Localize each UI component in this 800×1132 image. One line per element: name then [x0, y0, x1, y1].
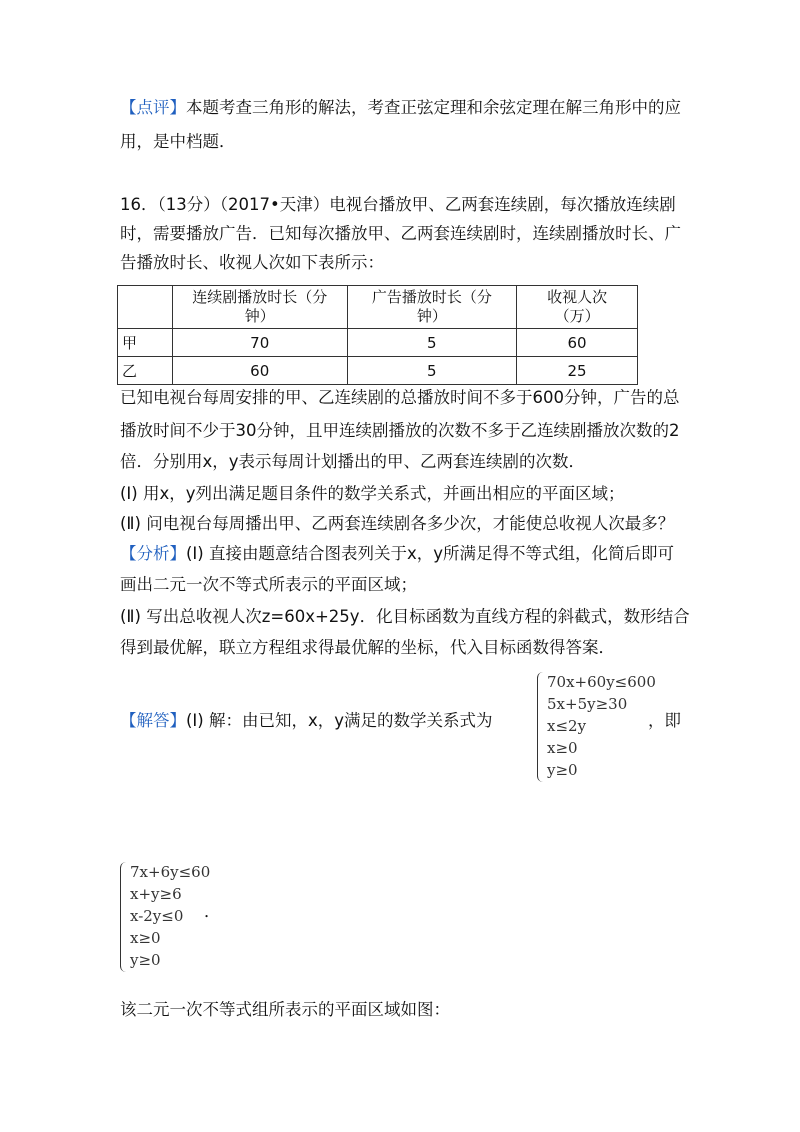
- table-cell: 25: [517, 357, 638, 385]
- inequality-system-2: [120, 862, 240, 974]
- solution-text: (Ⅰ) 解：由已知，x，y满足的数学关系式为: [186, 711, 493, 730]
- conditions-line-3: 倍．分别用x，y表示每周计划播出的甲、乙两套连续剧的次数．: [120, 452, 586, 471]
- brace-icon: [537, 672, 544, 782]
- table-cell: 甲: [118, 329, 173, 357]
- table-row: [118, 357, 638, 385]
- table-cell: 60: [517, 329, 638, 357]
- table-header-row: [118, 286, 638, 329]
- inequality: x≥0: [130, 929, 161, 947]
- analysis-line-3: (Ⅱ) 写出总收视人次z=60x+25y．化目标函数为直线方程的斜截式，数形结合: [120, 607, 690, 626]
- inequality: x+y≥6: [130, 885, 182, 903]
- table-header-cell: 广告播放时长（分 钟）: [347, 286, 517, 329]
- system2-end: ．: [204, 902, 221, 921]
- table-header-cell: [118, 286, 173, 329]
- table-header-cell: 收视人次 （万）: [517, 286, 638, 329]
- analysis-line-1: [120, 542, 674, 566]
- problem-line-1: 16．（13分）（2017•天津）电视台播放甲、乙两套连续剧，每次播放连续剧: [120, 195, 676, 214]
- inequality: x≥0: [547, 739, 578, 757]
- table-cell: 60: [172, 357, 347, 385]
- inequality: 7x+6y≤60: [130, 863, 211, 881]
- table-row: [118, 329, 638, 357]
- analysis-line-4: 得到最优解，联立方程组求得最优解的坐标，代入目标函数得答案．: [120, 638, 615, 657]
- question-1: (Ⅰ) 用x，y列出满足题目条件的数学关系式，并画出相应的平面区域；: [120, 484, 625, 503]
- inequality: 70x+60y≤600: [547, 673, 656, 691]
- conditions-line-2: 播放时间不少于30分钟，且甲连续剧播放的次数不多于乙连续剧播放次数的2: [120, 421, 680, 440]
- solution-suffix: ，即: [648, 711, 681, 730]
- problem-line-2: 时，需要播放广告．已知每次播放甲、乙两套连续剧时，连续剧播放时长、广: [120, 224, 681, 243]
- data-table: [117, 285, 638, 385]
- solution-tag: 【解答】: [120, 711, 186, 730]
- table-cell: 5: [347, 357, 517, 385]
- analysis-text-1: (Ⅰ) 直接由题意结合图表列关于x，y所满足得不等式组，化简后即可: [186, 544, 675, 563]
- question-2: (Ⅱ) 问电视台每周播出甲、乙两套连续剧各多少次，才能使总收视人次最多？: [120, 514, 675, 533]
- table-header-cell: 连续剧播放时长（分 钟）: [172, 286, 347, 329]
- conditions-line-1: 已知电视台每周安排的甲、乙连续剧的总播放时间不多于600分钟，广告的总: [120, 388, 680, 407]
- inequality: x-2y≤0: [130, 907, 184, 925]
- table-cell: 5: [347, 329, 517, 357]
- analysis-tag: 【分析】: [120, 544, 186, 563]
- inequality-system-1: [537, 672, 657, 784]
- analysis-line-2: 画出二元一次不等式所表示的平面区域；: [120, 575, 417, 594]
- solution-line: [120, 709, 493, 733]
- region-text: 该二元一次不等式组所表示的平面区域如图：: [120, 1000, 450, 1019]
- inequality: y≥0: [547, 761, 578, 779]
- comment-line-1: [120, 96, 681, 120]
- table-cell: 70: [172, 329, 347, 357]
- inequality: y≥0: [130, 951, 161, 969]
- inequality: x≤2y: [547, 717, 587, 735]
- table-cell: 乙: [118, 357, 173, 385]
- comment-line-2: 用，是中档题．: [120, 132, 236, 151]
- brace-icon: [120, 862, 127, 972]
- comment-tag: 【点评】: [120, 98, 186, 117]
- comment-text-1: 本题考查三角形的解法，考查正弦定理和余弦定理在解三角形中的应: [186, 98, 681, 117]
- problem-line-3: 告播放时长、收视人次如下表所示：: [120, 253, 384, 272]
- inequality: 5x+5y≥30: [547, 695, 628, 713]
